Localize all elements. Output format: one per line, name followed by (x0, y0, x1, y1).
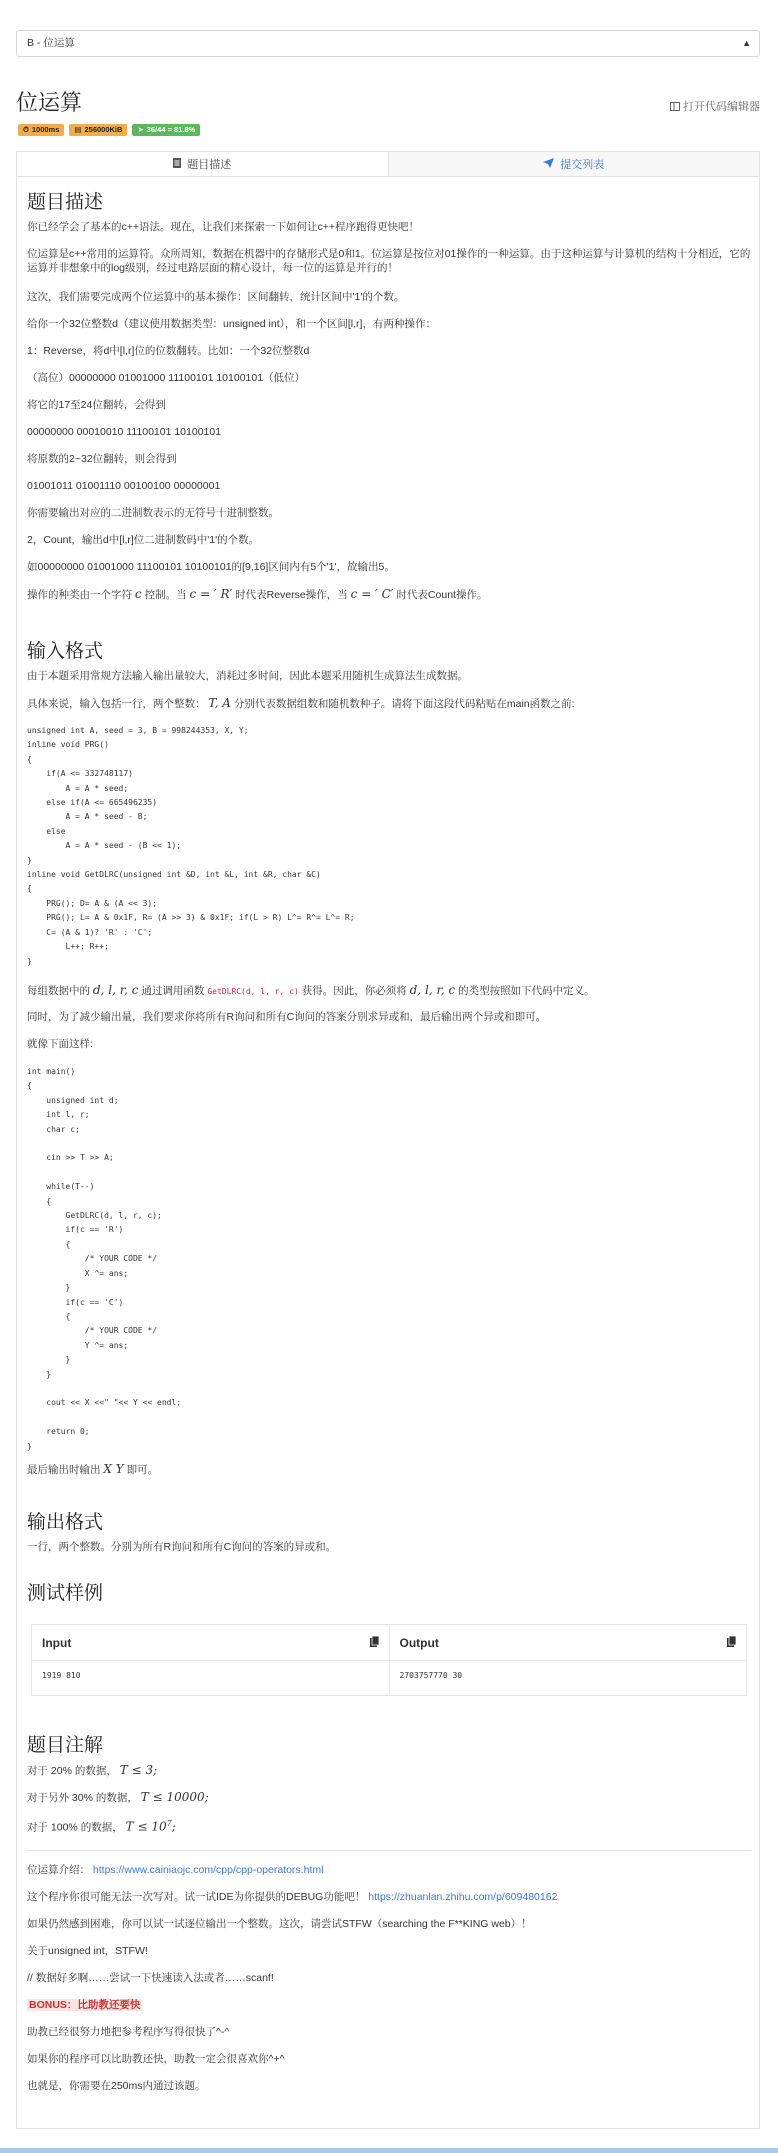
desc-paragraph: 你已经学会了基本的c++语法。现在，让我们来探索一下如何让c++程序跑得更快吧！ (27, 221, 420, 233)
code-block-main: int main() { unsigned int d; int l, r; char c; cin >> T >> A; while(T--) { GetDLRC(d, l, r, c); if(c == 'R') { /* YOUR CODE */ X ^= ans; } if(c == 'C') { /* YOUR CODE */ Y ^= ans; } } cout << X <<" "<< Y << endl; return 0; } (27, 1067, 182, 1451)
notes-paragraph: 如果仍然感到困难，你可以试一试逐位输出一个整数。这次，请尝试STFW（searching the F**KING web）！ (27, 1918, 532, 1930)
pass-rate-badge (132, 124, 200, 136)
notes-paragraph: 对于另外 30% 的数据， T ≤ 10000; (27, 1790, 209, 1804)
tab-submissions[interactable] (389, 152, 760, 176)
math-expression: T ≤ 10 (125, 1819, 167, 1834)
desc-paragraph: 操作的种类由一个字符 c 控制。当 c = ′ R′ 时代表Reverse操作，当 c = ′ C′ 时代表Count操作。 (27, 587, 488, 601)
notes-paragraph: // 数据好多啊……尝试一下快速读入法或者……scanf! (27, 1972, 274, 1984)
desc-paragraph: 将它的17至24位翻转，会得到 (27, 399, 166, 411)
copy-icon[interactable] (727, 1636, 736, 1650)
notes-paragraph (27, 1998, 751, 2012)
code-block-prg: unsigned int A, seed = 3, B = 998244353, X, Y; inline void PRG() { if(A <= 332748117) A = A * seed; else if(A <= 665496235) A = A * seed - B; else A = A * seed - (B << 1); } inline void GetDLRC(unsigned int &D, int &L, int &R, char &C) { PRG(); D= A & (A << 3); PRG(); L= A & 0x1F, R= (A >> 3) & 0x1F; if(L > R) L^= R^= L^= R; C= (A & 1)? 'R' : 'C'; L++; R++; } (27, 726, 355, 966)
memory-limit-badge (69, 124, 127, 136)
notes-paragraph: 关于unsigned int，STFW! (27, 1945, 148, 1957)
paper-plane-icon (543, 158, 554, 171)
time-limit-badge (18, 124, 64, 136)
tab-description[interactable] (17, 152, 389, 176)
sample-input (32, 1625, 389, 1695)
math-expression: T ≤ 10000; (140, 1790, 209, 1804)
sample-box (31, 1624, 747, 1696)
problem-content (16, 177, 760, 2129)
operators-link[interactable]: https://www.cainiaojc.com/cpp/cpp-operators.html (92, 1864, 324, 1876)
math-expression: d, l, r, c (409, 983, 456, 997)
desc-paragraph: 将原数的2~32位翻转，则会得到 (27, 453, 177, 465)
paper-plane-icon: ➤ (137, 125, 144, 134)
notes-paragraph: 也就是，你需要在250ms内通过该题。 (27, 2080, 206, 2092)
math-expression: d, l, r, c (92, 983, 139, 997)
input-paragraph: 就像下面这样: (27, 1038, 93, 1050)
desc-paragraph: （高位）00000000 01001000 11100101 10100101（低位） (27, 372, 306, 384)
tab-bar (16, 151, 760, 177)
document-icon (173, 158, 181, 171)
description-heading: 题目描述 (27, 192, 104, 213)
open-editor-label: 打开代码编辑器 (683, 101, 760, 113)
desc-paragraph: 你需要输出对应的二进制数表示的无符号十进制整数。 (27, 507, 279, 519)
input-paragraph: 每组数据中的 d, l, r, c 通过调用函数 GetDLRC(d, l, r, c) 获得。因此，你必须将 d, l, r, c 的类型按照如下代码中定义。 (27, 983, 595, 997)
sample-output (389, 1625, 747, 1695)
debug-link[interactable]: https://zhuanlan.zhihu.com/p/609480162 (368, 1891, 558, 1903)
memory-icon: ▤ (74, 125, 82, 134)
input-heading: 输入格式 (27, 641, 104, 662)
notes-paragraph: 如果你的程序可以比助教还快，助教一定会很喜欢你^+^ (27, 2053, 285, 2065)
notes-paragraph: 助教已经很努力地把参考程序写得很快了^-^ (27, 2026, 230, 2038)
tab-description-label: 题目描述 (187, 159, 232, 171)
desc-paragraph: 给你一个32位整数d（建议使用数据类型：unsigned int），和一个区间[l,r]，有两种操作： (27, 318, 436, 330)
pass-rate-value: 36/44 = 81.8% (146, 125, 196, 134)
desc-paragraph: 00000000 00010010 11100101 10100101 (27, 426, 222, 438)
page-title: 位运算 (16, 90, 83, 115)
select-arrows-icon: ▲︎ (742, 38, 751, 48)
input-paragraph: 最后输出时输出 X Y 即可。 (27, 1462, 159, 1476)
math-expression: X Y (103, 1462, 124, 1476)
divider (27, 1850, 751, 1851)
desc-paragraph: 1：Reverse，将d中[l,r]位的位数翻转。比如：一个32位整数d (27, 345, 310, 357)
math-expression: c = ′ R′ (189, 587, 233, 601)
time-limit-value: 1000ms (31, 125, 60, 134)
desc-paragraph: 01001011 01001110 00100100 00000001 (27, 480, 221, 492)
desc-paragraph: 位运算是c++常用的运算符。众所周知，数据在机器中的存储形式是0和1。位运算是按位对01操作的一种运算。由于这种运算与计算机的结构十分相近，它的运算并非想象中的log级别，经过电路层面的精心设计，每一位的运算是并行的！ (27, 248, 751, 274)
bottom-bar (0, 2148, 778, 2153)
input-paragraph: 由于本题采用常规方法输入输出量较大，消耗过多时间，因此本题采用随机生成算法生成数据。 (27, 670, 468, 682)
badge-row (18, 124, 200, 136)
problem-select-value: B - 位运算 (27, 37, 75, 49)
sample-output-label: Output (399, 1635, 439, 1650)
notes-heading: 题目注解 (27, 1735, 104, 1756)
output-paragraph: 一行，两个整数。分别为所有R询问和所有C询问的答案的异或和。 (27, 1541, 337, 1553)
input-paragraph: 具体来说，输入包括一行，两个整数： T, A 分别代表数据组数和随机数种子。请将下面这段代码粘贴在main函数之前: (27, 696, 575, 710)
inline-code: GetDLRC(d, l, r, c) (207, 987, 299, 996)
memory-limit-value: 256000KiB (84, 125, 123, 134)
notes-paragraph: 对于 20% 的数据， T ≤ 3; (27, 1763, 158, 1777)
clock-icon: ⏱ (23, 125, 29, 134)
desc-paragraph: 如00000000 01001000 11100101 10100101的[9,16]区间内有5个'1'，故输出5。 (27, 561, 395, 573)
notes-paragraph: 对于 100% 的数据， $T \le 10^7$; (27, 1819, 176, 1834)
editor-icon (670, 101, 683, 113)
samples-heading: 测试样例 (27, 1583, 104, 1604)
sample-input-value: 1919 810 (42, 1671, 81, 1680)
math-expression: T, A (208, 696, 231, 710)
tab-submissions-label: 提交列表 (560, 159, 605, 171)
desc-paragraph: 2，Count，输出d中[l,r]位二进制数码中'1'的个数。 (27, 534, 260, 546)
desc-paragraph: 这次，我们需要完成两个位运算中的基本操作：区间翻转，统计区间中'1'的个数。 (27, 291, 405, 303)
open-editor-link[interactable] (670, 98, 760, 114)
copy-icon[interactable] (370, 1636, 379, 1650)
math-expression: T ≤ 3; (119, 1763, 158, 1777)
sample-input-label: Input (42, 1635, 72, 1650)
bonus-highlight: BONUS：比助教还要快 (29, 1999, 141, 2011)
problem-select[interactable] (16, 30, 760, 57)
notes-paragraph: 位运算介绍： https://www.cainiaojc.com/cpp/cpp-operators.html (27, 1864, 324, 1876)
input-paragraph: 同时，为了减少输出量，我们要求你将所有R询问和所有C询问的答案分别求异或和，最后输出两个异或和即可。 (27, 1011, 547, 1023)
output-heading: 输出格式 (27, 1512, 104, 1533)
sample-output-value: 2703757770 30 (399, 1671, 463, 1680)
math-expression: c = ′ C′ (350, 587, 394, 601)
math-expression: c (134, 587, 142, 601)
notes-paragraph: 这个程序你很可能无法一次写对。试一试IDE为你提供的DEBUG功能吧！ https://zhuanlan.zhihu.com/p/609480162 (27, 1891, 558, 1903)
